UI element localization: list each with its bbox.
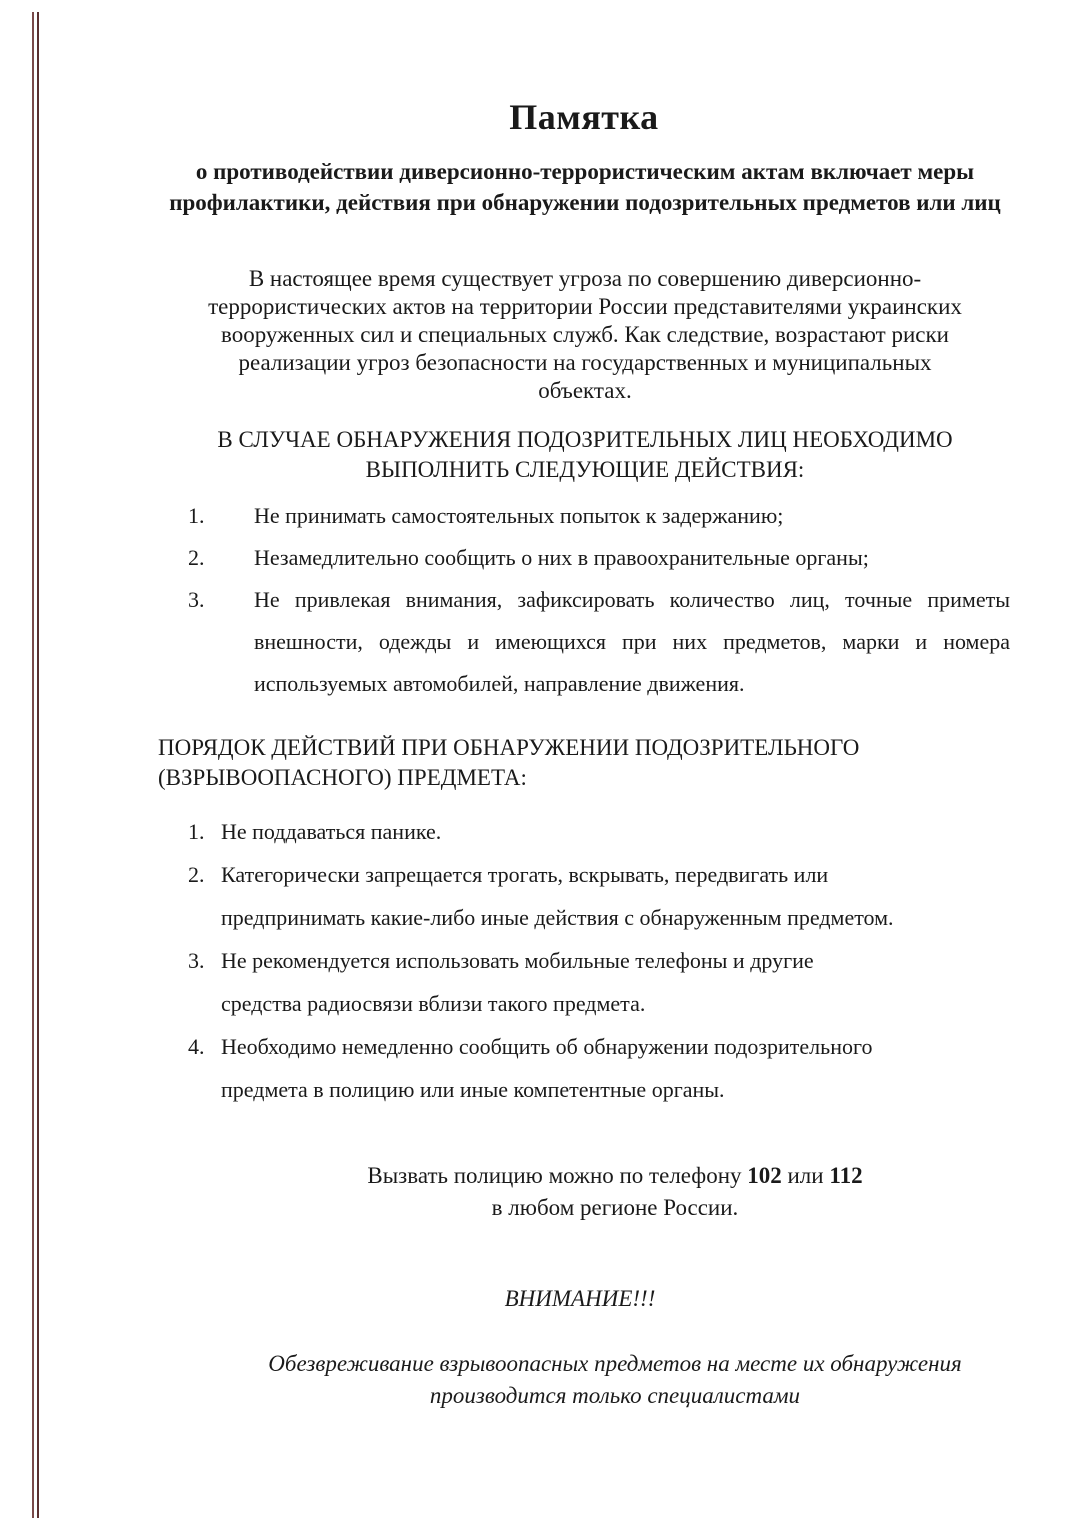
item-text	[221, 853, 1010, 939]
section1-heading-line: В СЛУЧАЕ ОБНАРУЖЕНИЯ ПОДОЗРИТЕЛЬНЫХ ЛИЦ НЕОБХОДИМО	[217, 427, 953, 452]
list-item	[188, 500, 1010, 532]
item-number: 1.	[188, 819, 205, 844]
item-line: Необходимо немедленно сообщить об обнаружении подозрительного	[221, 1034, 873, 1059]
list-item	[188, 853, 1010, 939]
item-number: 4.	[188, 1034, 205, 1059]
section2-list	[188, 810, 1010, 1111]
attention-heading: ВНИМАНИЕ!!!	[504, 1286, 656, 1311]
intro-line: вооруженных сил и специальных служб. Как следствие, возрастают риски	[221, 322, 949, 347]
intro-line: террористических актов на территории России представителями украинских	[208, 294, 962, 319]
item-text	[221, 810, 1010, 853]
item-text: Незамедлительно сообщить о них в правоохранительные органы;	[254, 545, 869, 570]
phone-number-112: 112	[829, 1163, 863, 1188]
police-call-line	[150, 1160, 1080, 1192]
item-text: Не привлекая внимания, зафиксировать количество лиц, точные приметы внешности, одежды и имеющихся при них предметов, марки и номера используемых автомобилей, направление движения.	[254, 587, 1010, 696]
list-item	[188, 542, 1010, 574]
intro-line: объектах.	[538, 378, 632, 403]
intro-line: В настоящее время существует угроза по совершению диверсионно-	[248, 266, 922, 291]
margin-line-right	[37, 12, 39, 1518]
warning-line: Обезвреживание взрывоопасных предметов на месте их обнаружения	[268, 1351, 962, 1376]
document-title: Памятка	[509, 97, 659, 137]
document-subtitle: о противодействии диверсионно-террористическим актам включает меры профилактики, действия при обнаружении подозрительных предметов или лиц	[169, 159, 1001, 215]
section1-list	[188, 500, 1010, 715]
list-item	[188, 584, 1010, 705]
item-line: предмета в полицию или иные компетентные органы.	[221, 1077, 725, 1102]
item-text	[221, 1025, 1010, 1111]
section1-heading	[150, 425, 1020, 485]
section1-heading-line: ВЫПОЛНИТЬ СЛЕДУЮЩИЕ ДЕЙСТВИЯ:	[365, 457, 805, 482]
section2-heading-line: (ВЗРЫВООПАСНОГО) ПРЕДМЕТА:	[158, 765, 527, 790]
item-line: предпринимать какие-либо иные действия с обнаруженным предметом.	[221, 905, 894, 930]
item-text: Не принимать самостоятельных попыток к задержанию;	[254, 503, 784, 528]
item-line: средства радиосвязи вблизи такого предмета.	[221, 991, 646, 1016]
intro-line: реализации угроз безопасности на государственных и муниципальных	[238, 350, 932, 375]
margin-line-left	[32, 12, 34, 1518]
section2-heading	[158, 733, 1008, 793]
list-item	[188, 810, 1010, 853]
item-line: Категорически запрещается трогать, вскрывать, передвигать или	[221, 862, 829, 887]
police-call-prefix: Вызвать полицию можно по телефону	[367, 1163, 748, 1188]
police-call-info	[150, 1160, 1080, 1224]
warning-text	[150, 1348, 1080, 1412]
item-number: 3.	[188, 948, 205, 973]
item-number: 1.	[188, 503, 205, 528]
section2-heading-line: ПОРЯДОК ДЕЙСТВИЙ ПРИ ОБНАРУЖЕНИИ ПОДОЗРИТЕЛЬНОГО	[158, 735, 860, 760]
item-number: 2.	[188, 545, 205, 570]
item-text	[221, 939, 1010, 1025]
police-call-region: в любом регионе России.	[491, 1195, 739, 1220]
list-item	[188, 1025, 1010, 1111]
list-item	[188, 939, 1010, 1025]
police-call-middle: или	[781, 1163, 830, 1188]
warning-line: производится только специалистами	[429, 1383, 801, 1408]
item-line: Не рекомендуется использовать мобильные телефоны и другие	[221, 948, 814, 973]
phone-number-102: 102	[747, 1163, 782, 1188]
item-number: 3.	[188, 587, 205, 612]
item-number: 2.	[188, 862, 205, 887]
intro-paragraph	[150, 265, 1020, 405]
item-line: Не поддаваться панике.	[221, 819, 442, 844]
